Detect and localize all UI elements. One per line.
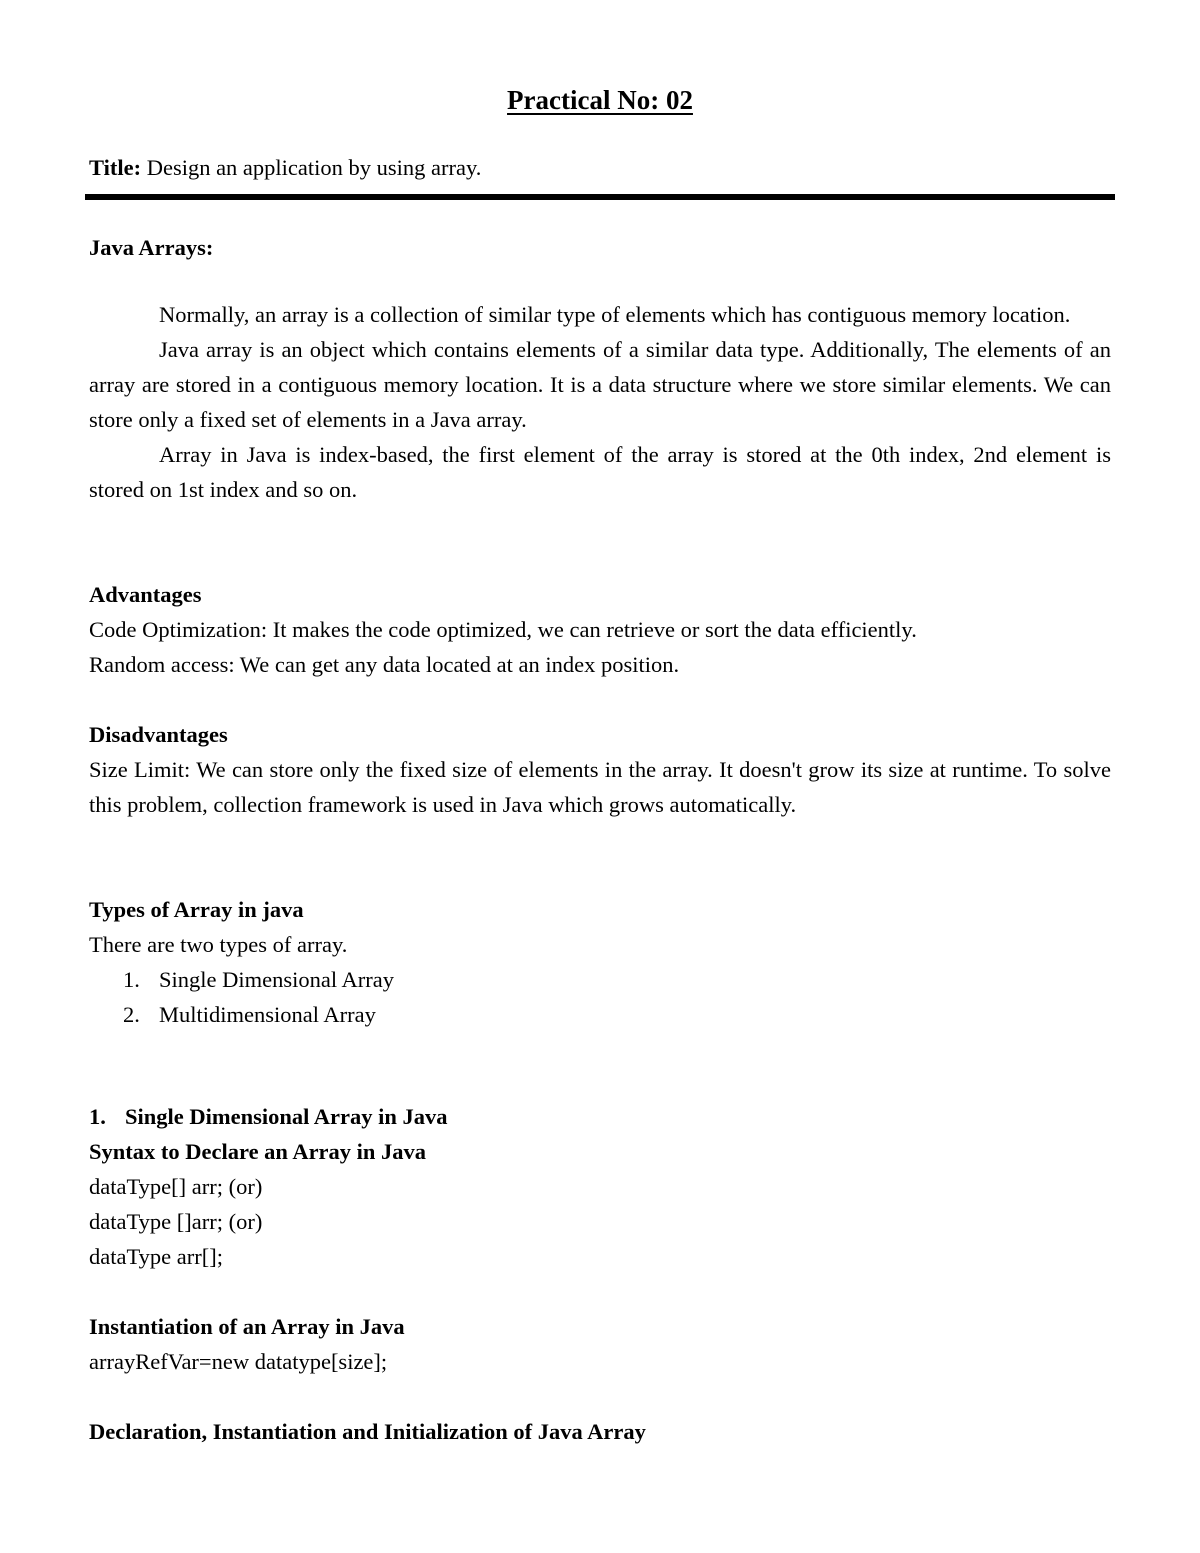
java-arrays-heading: Java Arrays:: [89, 235, 214, 260]
single-dim-title: Single Dimensional Array in Java: [125, 1104, 448, 1129]
types-intro: There are two types of array.: [89, 932, 348, 957]
java-arrays-paragraph: Java array is an object which contains elements of a similar data type. Additionally, The elements of an array are stored in a contiguous memory location. It is a data structure where we store similar elements. We can store only a fixed set of elements in a Java array.: [89, 337, 1111, 432]
practical-number-heading: Practical No: 02: [507, 85, 693, 115]
syntax-line: dataType []arr; (or): [89, 1209, 263, 1234]
syntax-heading: Syntax to Declare an Array in Java: [89, 1139, 427, 1164]
title-text: Design an application by using array.: [141, 155, 482, 180]
title-line: [89, 150, 1111, 185]
list-item-label: Multidimensional Array: [159, 1002, 376, 1027]
instantiation-heading: Instantiation of an Array in Java: [89, 1314, 405, 1339]
java-arrays-body: [89, 297, 1111, 507]
types-heading: Types of Array in java: [89, 897, 304, 922]
advantages-line: Random access: We can get any data located at an index position.: [89, 652, 680, 677]
single-dim-heading: [89, 1099, 1111, 1134]
declaration-heading: Declaration, Instantiation and Initialization of Java Array: [89, 1419, 646, 1444]
java-arrays-paragraph: Array in Java is index-based, the first element of the array is stored at the 0th index, 2nd element is stored on 1st index and so on.: [89, 442, 1111, 502]
disadvantages-text: Size Limit: We can store only the fixed size of elements in the array. It doesn't grow its size at runtime. To solve this problem, collection framework is used in Java which grows automatically.: [89, 757, 1111, 817]
advantages-heading: Advantages: [89, 582, 202, 607]
list-item: [123, 962, 394, 997]
list-item: [123, 997, 376, 1032]
list-item-number: 2.: [123, 1002, 140, 1027]
disadvantages-heading: Disadvantages: [89, 722, 228, 747]
title-label: Title:: [89, 155, 142, 180]
advantages-line: Code Optimization: It makes the code optimized, we can retrieve or sort the data efficiently.: [89, 617, 917, 642]
syntax-line: dataType arr[];: [89, 1244, 223, 1269]
syntax-line: dataType[] arr; (or): [89, 1174, 263, 1199]
list-item-label: Single Dimensional Array: [159, 967, 394, 992]
title-divider: [85, 194, 1115, 200]
single-dim-number: 1.: [89, 1104, 106, 1129]
list-item-number: 1.: [123, 967, 140, 992]
instantiation-code: arrayRefVar=new datatype[size];: [89, 1349, 388, 1374]
java-arrays-paragraph: Normally, an array is a collection of similar type of elements which has contiguous memory location.: [159, 302, 1071, 327]
